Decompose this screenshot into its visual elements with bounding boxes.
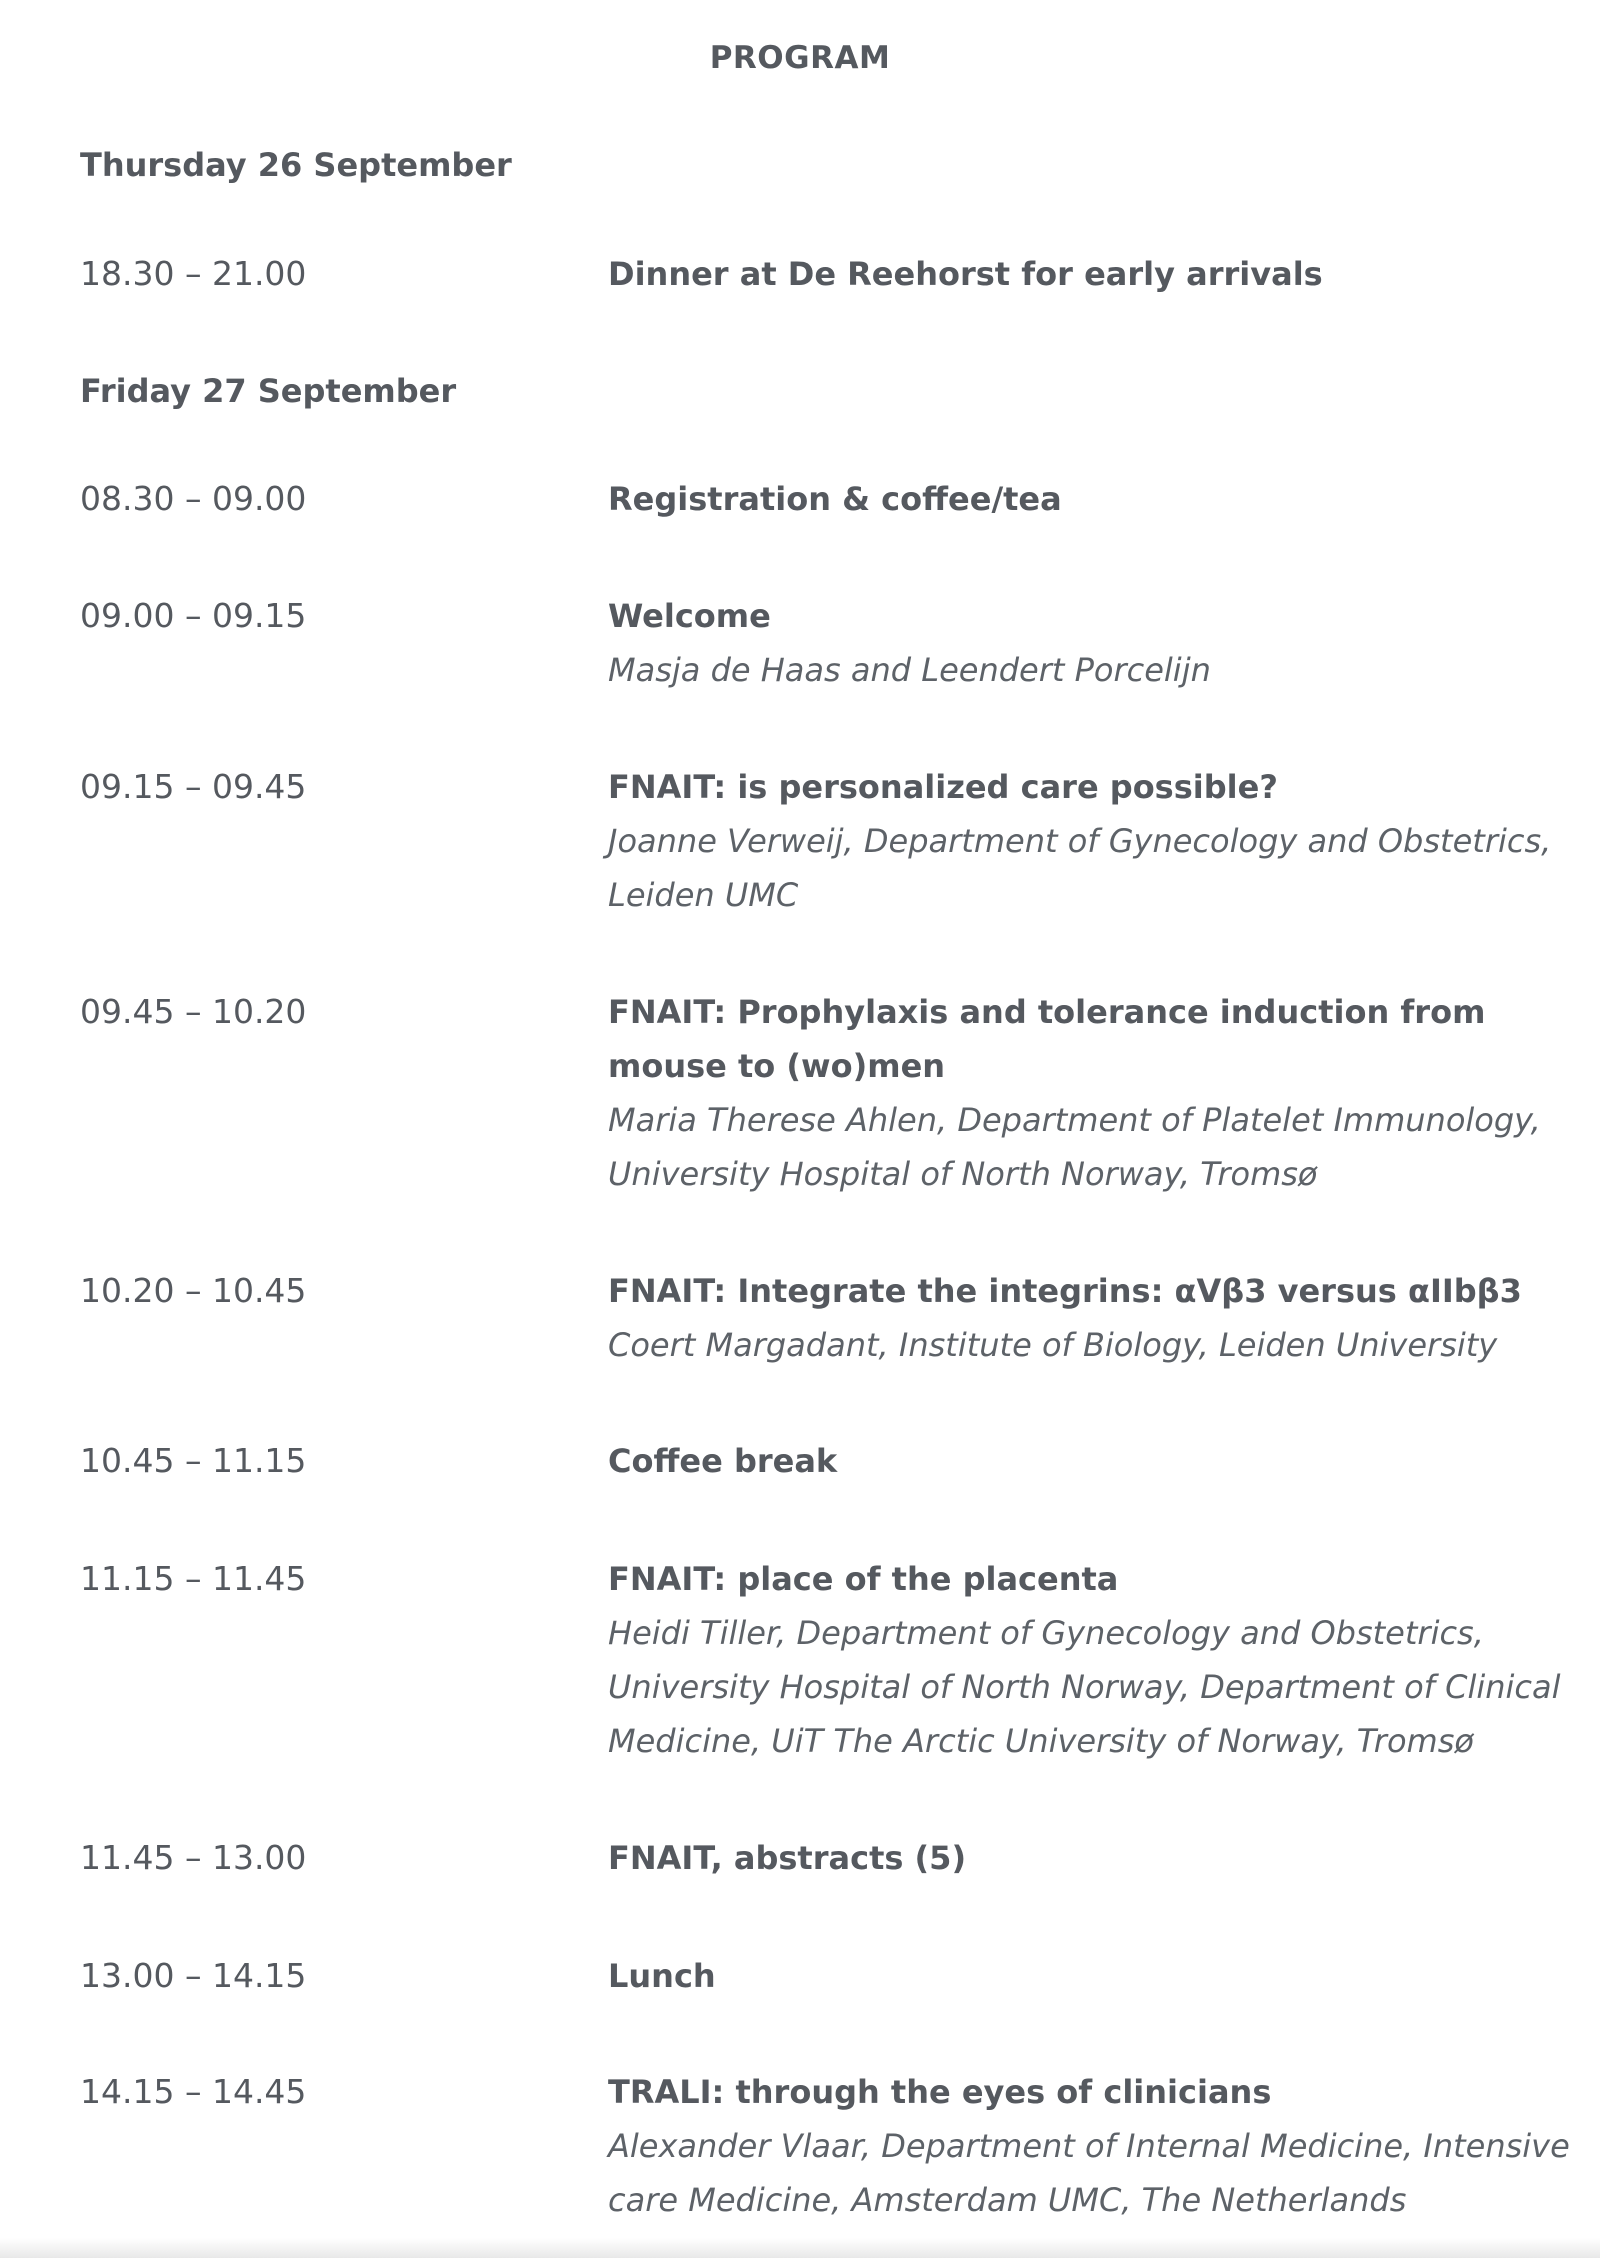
entry-time: 10.20 – 10.45 [80, 1271, 307, 1310]
entry-time: 11.15 – 11.45 [80, 1559, 307, 1598]
entry-content [608, 472, 1600, 526]
day-heading-friday: Friday 27 September [80, 372, 457, 410]
entry-title: Lunch [608, 1957, 716, 1995]
entry-time: 14.15 – 14.45 [80, 2072, 307, 2111]
entry-content [608, 2065, 1600, 2227]
entry-title: Dinner at De Reehorst for early arrivals [608, 255, 1323, 293]
bottom-scroll-fade [0, 2238, 1600, 2258]
entry-content [608, 1831, 1600, 1885]
entry-content [608, 1264, 1600, 1372]
entry-title: FNAIT: Prophylaxis and tolerance induction from mouse to (wo)men [608, 993, 1486, 1085]
entry-title: FNAIT: Integrate the integrins: αVβ3 versus αIIbβ3 [608, 1272, 1522, 1310]
entry-content [608, 1434, 1600, 1488]
entry-speaker: Masja de Haas and Leendert Porcelijn [608, 651, 1211, 689]
entry-content [608, 589, 1600, 697]
entry-title: FNAIT: is personalized care possible? [608, 768, 1278, 806]
entry-content [608, 985, 1600, 1201]
entry-content [608, 1552, 1600, 1768]
entry-title: Coffee break [608, 1442, 838, 1480]
entry-time: 09.45 – 10.20 [80, 992, 307, 1031]
entry-time: 09.00 – 09.15 [80, 596, 307, 635]
entry-time: 08.30 – 09.00 [80, 479, 307, 518]
entry-speaker: Alexander Vlaar, Department of Internal Medicine, Intensive care Medicine, Amsterdam UMC, The Netherlands [608, 2127, 1570, 2219]
entry-time: 10.45 – 11.15 [80, 1441, 307, 1480]
entry-speaker: Joanne Verweij, Department of Gynecology and Obstetrics, Leiden UMC [608, 822, 1552, 914]
entry-speaker: Heidi Tiller, Department of Gynecology and Obstetrics, University Hospital of North Norway, Department of Clinical Medicine, UiT The Arctic University of Norway, Tromsø [608, 1614, 1561, 1760]
entry-speaker: Coert Margadant, Institute of Biology, Leiden University [608, 1326, 1498, 1364]
entry-time: 09.15 – 09.45 [80, 767, 307, 806]
entry-content [608, 760, 1600, 922]
entry-speaker: Maria Therese Ahlen, Department of Platelet Immunology, University Hospital of North Norway, Tromsø [608, 1101, 1541, 1193]
entry-time: 18.30 – 21.00 [80, 254, 307, 293]
day-heading-thursday: Thursday 26 September [80, 146, 512, 184]
page-title: PROGRAM [709, 40, 891, 76]
entry-content [608, 247, 1600, 301]
entry-title: Registration & coffee/tea [608, 480, 1062, 518]
entry-time: 13.00 – 14.15 [80, 1956, 307, 1995]
entry-content [608, 1949, 1600, 2003]
entry-title: Welcome [608, 597, 771, 635]
entry-time: 11.45 – 13.00 [80, 1838, 307, 1877]
entry-title: TRALI: through the eyes of clinicians [608, 2073, 1272, 2111]
entry-title: FNAIT: place of the placenta [608, 1560, 1119, 1598]
entry-title: FNAIT, abstracts (5) [608, 1839, 967, 1877]
